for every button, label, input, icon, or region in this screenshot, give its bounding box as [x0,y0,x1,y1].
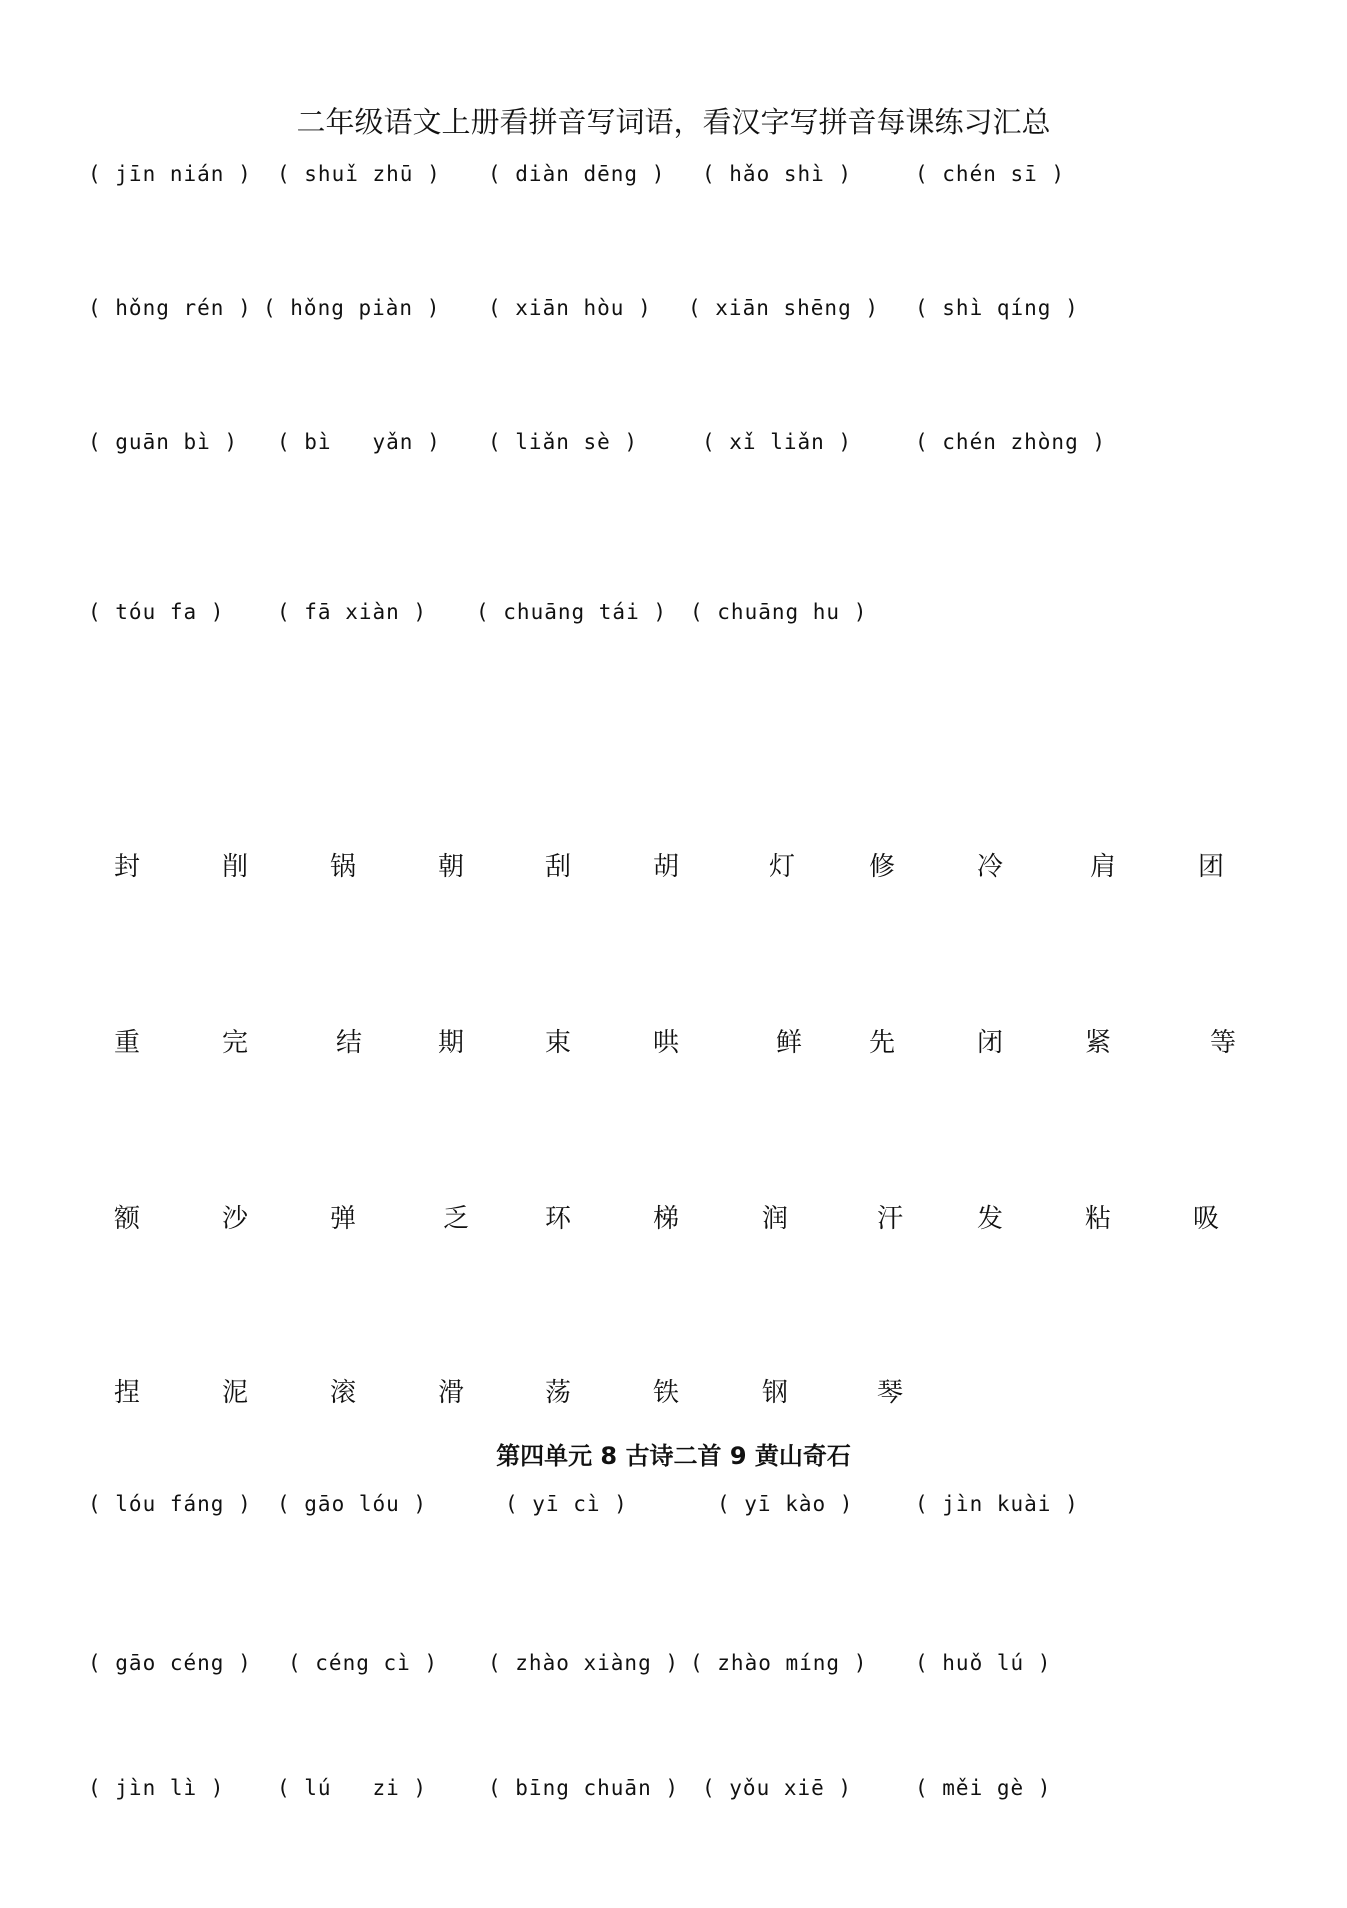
char-item: 紧 [1085,1028,1112,1058]
pinyin-item: ( yǒu xiē ) [702,1776,853,1800]
pinyin-item: ( bīng chuān ) [488,1776,680,1800]
char-row [0,846,1347,886]
char-item: 束 [545,1028,572,1058]
pinyin-item: ( jìn lì ) [88,1776,225,1800]
char-item: 滚 [330,1378,357,1408]
pinyin-item: ( xiān shēng ) [688,296,880,320]
char-item: 哄 [653,1028,680,1058]
char-item: 修 [869,852,896,882]
pinyin-item: ( hǒng rén ) [88,296,252,320]
pinyin-item: ( diàn dēng ) [488,162,666,186]
char-item: 沙 [222,1204,249,1234]
char-item: 梯 [653,1204,680,1234]
pinyin-item: ( hǒng piàn ) [263,296,441,320]
pinyin-item: ( huǒ lú ) [915,1651,1052,1675]
pinyin-item: ( lóu fáng ) [88,1492,252,1516]
pinyin-item: ( chén zhòng ) [915,430,1107,454]
char-item: 粘 [1085,1204,1112,1234]
char-item: 滑 [438,1378,465,1408]
char-row [0,1198,1347,1238]
char-item: 刮 [545,852,572,882]
pinyin-item: ( gāo lóu ) [277,1492,428,1516]
pinyin-item: ( guān bì ) [88,430,239,454]
char-item: 等 [1210,1028,1237,1058]
pinyin-item: ( jīn nián ) [88,162,252,186]
pinyin-row [0,600,1347,640]
pinyin-item: ( lú zi ) [277,1776,428,1800]
char-item: 冷 [977,852,1004,882]
pinyin-item: ( yī cì ) [505,1492,628,1516]
pinyin-row [0,296,1347,336]
char-item: 先 [869,1028,896,1058]
char-item: 肩 [1090,852,1117,882]
char-item: 捏 [114,1378,141,1408]
pinyin-item: ( fā xiàn ) [277,600,428,624]
section-title: 第四单元 8 古诗二首 9 黄山奇石 [496,1442,851,1470]
char-item: 重 [114,1028,141,1058]
char-item: 朝 [438,852,465,882]
char-item: 鲜 [776,1028,803,1058]
pinyin-item: ( liǎn sè ) [488,430,639,454]
char-item: 锅 [330,852,357,882]
char-item: 发 [977,1204,1004,1234]
char-item: 弹 [330,1204,357,1234]
char-item: 团 [1198,852,1225,882]
pinyin-item: ( jìn kuài ) [915,1492,1079,1516]
pinyin-row [0,1492,1347,1532]
char-item: 灯 [769,852,796,882]
pinyin-item: ( céng cì ) [288,1651,439,1675]
pinyin-item: ( bì yǎn ) [277,430,441,454]
char-item: 胡 [653,852,680,882]
pinyin-item: ( xiān hòu ) [488,296,652,320]
char-item: 汗 [877,1204,904,1234]
char-item: 闭 [977,1028,1004,1058]
char-row [0,1372,1347,1412]
char-item: 润 [762,1204,789,1234]
char-item: 削 [222,852,249,882]
char-item: 封 [114,852,141,882]
pinyin-item: ( zhào xiàng ) [488,1651,680,1675]
char-item: 结 [336,1028,363,1058]
char-item: 期 [438,1028,465,1058]
pinyin-row [0,430,1347,470]
pinyin-item: ( tóu fa ) [88,600,225,624]
char-item: 吸 [1193,1204,1220,1234]
pinyin-item: ( hǎo shì ) [702,162,853,186]
pinyin-row [0,162,1347,202]
pinyin-item: ( gāo céng ) [88,1651,252,1675]
pinyin-item: ( chuāng tái ) [476,600,668,624]
char-item: 完 [222,1028,249,1058]
pinyin-item: ( chén sī ) [915,162,1066,186]
char-item: 琴 [877,1378,904,1408]
char-item: 铁 [653,1378,680,1408]
pinyin-item: ( xǐ liǎn ) [702,430,853,454]
page-title: 二年级语文上册看拼音写词语，看汉字写拼音每课练习汇总 [296,105,1051,139]
char-row [0,1022,1347,1062]
pinyin-item: ( shì qíng ) [915,296,1079,320]
char-item: 环 [545,1204,572,1234]
pinyin-item: ( shuǐ zhū ) [277,162,441,186]
pinyin-item: ( chuāng hu ) [690,600,868,624]
pinyin-item: ( zhào míng ) [690,1651,868,1675]
char-item: 泥 [222,1378,249,1408]
char-item: 额 [114,1204,141,1234]
pinyin-item: ( yī kào ) [717,1492,854,1516]
char-item: 钢 [762,1378,789,1408]
pinyin-row [0,1651,1347,1691]
char-item: 乏 [443,1204,470,1234]
char-item: 荡 [545,1378,572,1408]
pinyin-row [0,1776,1347,1816]
pinyin-item: ( měi gè ) [915,1776,1052,1800]
